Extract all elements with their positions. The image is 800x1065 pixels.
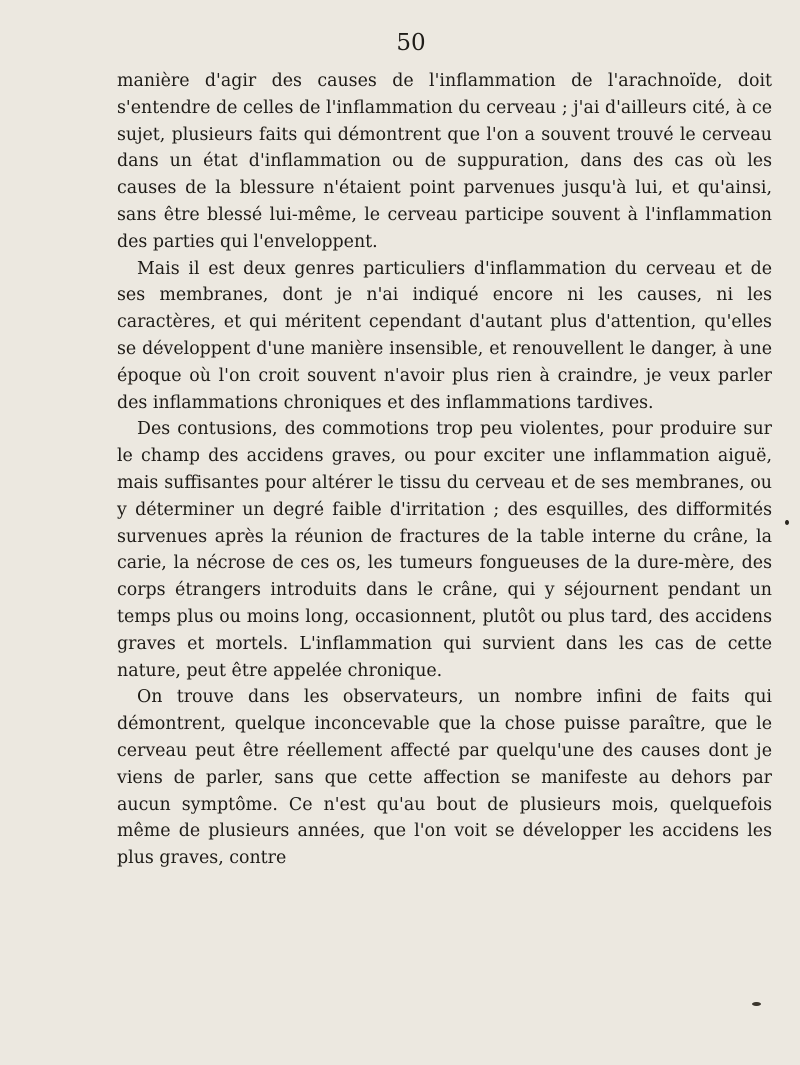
paragraph-1: manière d'agir des causes de l'inflammation de l'arachnoïde, doit s'entendre de celles de l'inflammation du cerveau ; j'ai d'ailleurs cité, à ce sujet, plusieurs faits qui démontrent que l'on a souvent trouvé le cerveau dans un état d'inflammation ou de suppuration, dans des cas où les causes de la blessure n'étaient point parvenues jusqu'à lui, et qu'ainsi, sans être blessé lui-même, le cerveau participe souvent à l'inflammation des parties qui l'enveloppent. <box>117 71 772 252</box>
paper-speck <box>752 1002 761 1006</box>
body-text <box>117 68 772 872</box>
paragraph-4: On trouve dans les observateurs, un nombre infini de faits qui démontrent, quelque inconcevable que la chose puisse paraître, que le cerveau peut être réellement affecté par quelqu'une des causes dont je viens de parler, sans que cette affection se manifeste au dehors par aucun symptôme. Ce n'est qu'au bout de plusieurs mois, quelquefois même de plusieurs années, que l'on voit se développer les accidens les plus graves, contre <box>117 687 772 869</box>
paragraph-3: Des contusions, des commotions trop peu violentes, pour produire sur le champ des accidens graves, ou pour exciter une inflammation aiguë, mais suffisantes pour altérer le tissu du cerveau et de ses membranes, ou y déterminer un degré faible d'irritation ; des esquilles, des difformités survenues après la réunion de fractures de la table interne du crâne, la carie, la nécrose de ces os, les tumeurs fongueuses de la dure-mère, des corps étrangers introduits dans le crâne, qui y séjournent pendant un temps plus ou moins long, occasionnent, plutôt ou plus tard, des accidens graves et mortels. L'inflammation qui survient dans les cas de cette nature, peut être appelée chronique. <box>117 419 772 681</box>
page-number: 50 <box>396 30 426 56</box>
paragraph-2: Mais il est deux genres particuliers d'inflammation du cerveau et de ses membranes, dont je n'ai indiqué encore ni les causes, ni les caractères, et qui méritent cependant d'autant plus d'attention, qu'elles se développent d'une manière insensible, et renouvellent le danger, à une époque où l'on croit souvent n'avoir plus rien à craindre, je veux parler des inflammations chroniques et des inflammations tardives. <box>117 258 772 413</box>
paper-speck <box>785 520 789 525</box>
